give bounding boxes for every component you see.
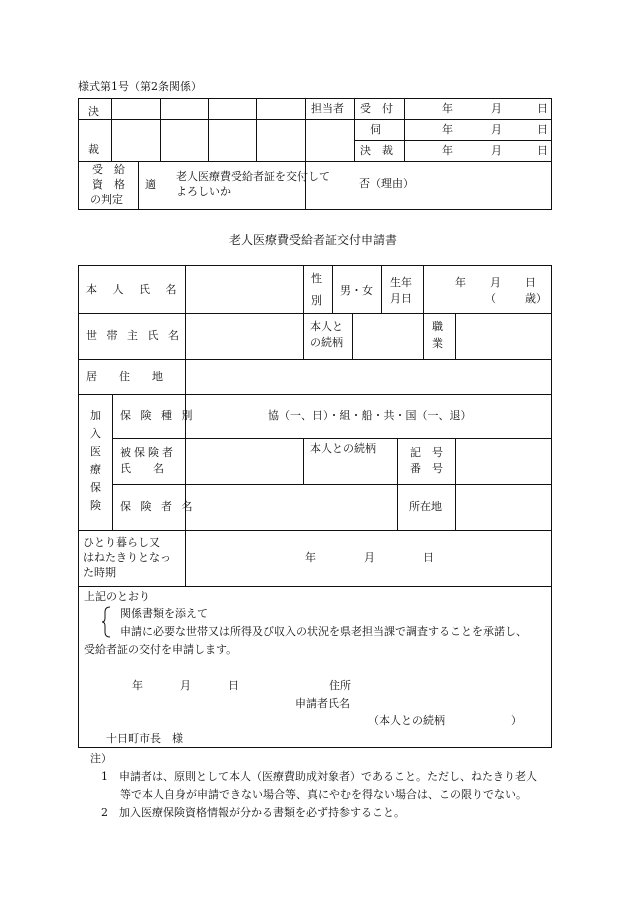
addressee: 十日町市長 様 (106, 732, 183, 745)
relation-label-2: の続柄 (310, 336, 343, 349)
note-1a: 1 申請者は、原則として本人（医療費助成対象者）であること。ただし、ねたきり老人 (101, 770, 537, 783)
application-year: 年 (132, 679, 143, 692)
applicant-name-label: 申請者氏名 (295, 697, 350, 710)
judgment-question-2: よろしいか (176, 185, 231, 198)
insured-label-1: 被保険者 (120, 446, 176, 459)
judgment-label-3: の判定 (90, 193, 123, 206)
insured-relation-label: 本人との続柄 (310, 442, 376, 455)
applicant-relation-label: （本人との続柄 ） (368, 714, 522, 727)
decision-year: 年 (442, 144, 453, 157)
note-1b: 等で本人自身が申請できない場合等、真にやむを得ない場合は、この限りでない。 (120, 788, 527, 801)
decision-label: 決 裁 (360, 144, 393, 157)
note-2: 2 加入医療保険資格情報が分かる書類を必ず持参すること。 (101, 806, 405, 819)
insurer-label: 保 険 者 名 (120, 500, 196, 513)
insurance-group-char-3: 医 (90, 445, 101, 458)
sex-label-1: 性 (311, 272, 322, 285)
symbol-label-2: 番 号 (410, 462, 443, 475)
birth-label-1: 生年 (390, 276, 412, 289)
location-label: 所在地 (409, 500, 442, 513)
judgment-ok: 適 (145, 178, 156, 191)
sex-value: 男・女 (340, 284, 373, 297)
declaration-closing: 受給者証の交付を申請します。 (84, 643, 238, 656)
receipt-day: 日 (537, 102, 548, 115)
alone-label-3: た時期 (83, 566, 116, 579)
kessai-label-bottom: 裁 (88, 143, 99, 156)
alone-month: 月 (364, 551, 375, 564)
occupation-label-2: 業 (432, 337, 443, 350)
insurance-group-char-5: 保 (90, 481, 101, 494)
decision-month: 月 (491, 144, 502, 157)
inquiry-label: 伺 (370, 123, 381, 136)
applicant-address-label: 住所 (329, 679, 351, 692)
judgment-ng: 否（理由） (359, 177, 414, 190)
brace-icon (101, 606, 111, 638)
receipt-month: 月 (491, 102, 502, 115)
insurance-group-char-2: 入 (90, 427, 101, 440)
application-month: 月 (180, 679, 191, 692)
birth-month: 月 (490, 276, 501, 289)
receipt-year: 年 (442, 102, 453, 115)
insurance-group-char-4: 療 (90, 463, 101, 476)
insurance-type-value: 協（一、日）・組・船・共・国（一、退） (268, 409, 472, 422)
judgment-label-1: 受 給 (92, 163, 125, 176)
alone-day: 日 (423, 551, 434, 564)
receipt-label: 受 付 (360, 102, 393, 115)
tantosha-label: 担当者 (311, 102, 344, 115)
birth-day: 日 (525, 276, 536, 289)
householder-label: 世 帯 主 氏 名 (86, 329, 182, 342)
insured-label-2: 氏 名 (120, 462, 164, 475)
relation-label-1: 本人と (310, 320, 343, 333)
alone-year: 年 (305, 551, 316, 564)
address-label: 居 住 地 (86, 370, 163, 383)
kessai-label-top: 決 (88, 105, 99, 118)
notes-heading: 注） (90, 752, 112, 765)
decision-day: 日 (537, 144, 548, 157)
age-open: （ (485, 292, 496, 305)
sex-label-2: 別 (311, 294, 322, 307)
application-day: 日 (228, 679, 239, 692)
symbol-label-1: 記 号 (410, 446, 443, 459)
insurance-group-char-6: 険 (90, 499, 101, 512)
birth-label-2: 月日 (390, 292, 412, 305)
inquiry-year: 年 (442, 123, 453, 136)
insurance-type-label: 保 険 種 別 (120, 409, 196, 422)
insurance-group-char-1: 加 (90, 409, 101, 422)
declaration-intro: 上記のとおり (84, 590, 150, 603)
alone-label-1: ひとり暮らし又 (83, 536, 160, 549)
occupation-label-1: 職 (432, 320, 443, 333)
birth-year: 年 (455, 276, 466, 289)
form-number: 様式第1号（第2条関係） (78, 80, 202, 93)
name-label: 本 人 氏 名 (86, 283, 183, 296)
inquiry-day: 日 (537, 123, 548, 136)
judgment-label-2: 資 格 (92, 178, 125, 191)
alone-label-2: はねたきりとなっ (83, 551, 171, 564)
declaration-option-2: 申請に必要な世帯又は所得及び収入の状況を県老担当課で調査することを承諾し、 (120, 625, 527, 638)
page-title: 老人医療費受給者証交付申請書 (229, 233, 398, 247)
declaration-option-1: 関係書類を添えて (120, 607, 208, 620)
judgment-question-1: 老人医療費受給者証を交付して (176, 170, 330, 183)
inquiry-month: 月 (491, 123, 502, 136)
age-close: 歳） (525, 292, 547, 305)
